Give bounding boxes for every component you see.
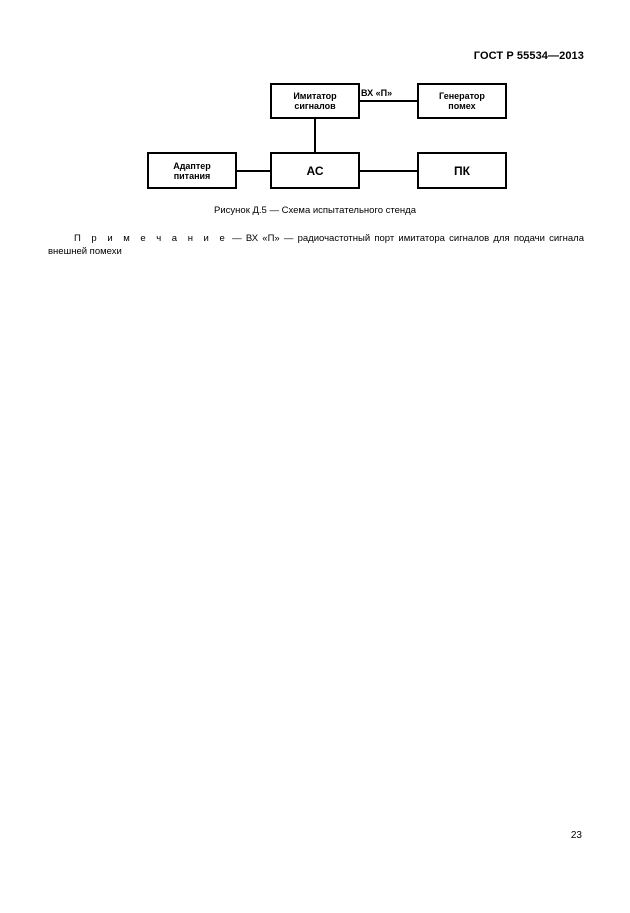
figure-note: [48, 232, 584, 258]
signal-simulator-block: Имитатор сигналов: [270, 83, 360, 119]
note-lead: П р и м е ч а н и е: [74, 233, 228, 244]
test-bench-diagram: [0, 0, 630, 200]
page-number: 23: [570, 830, 582, 841]
figure-caption: Рисунок Д.5 — Схема испытательного стенда: [214, 205, 416, 216]
note-text: — ВХ «П» — радиочастотный порт имитатора сигналов для подачи сигнала внешней помехи: [48, 233, 584, 257]
port-label: ВХ «П»: [361, 88, 393, 98]
as-block: АС: [270, 152, 360, 189]
power-adapter-block: Адаптер питания: [147, 152, 237, 189]
interference-generator-block: Генератор помех: [417, 83, 507, 119]
document-header: ГОСТ Р 55534—2013: [473, 50, 584, 62]
pc-block: ПК: [417, 152, 507, 189]
